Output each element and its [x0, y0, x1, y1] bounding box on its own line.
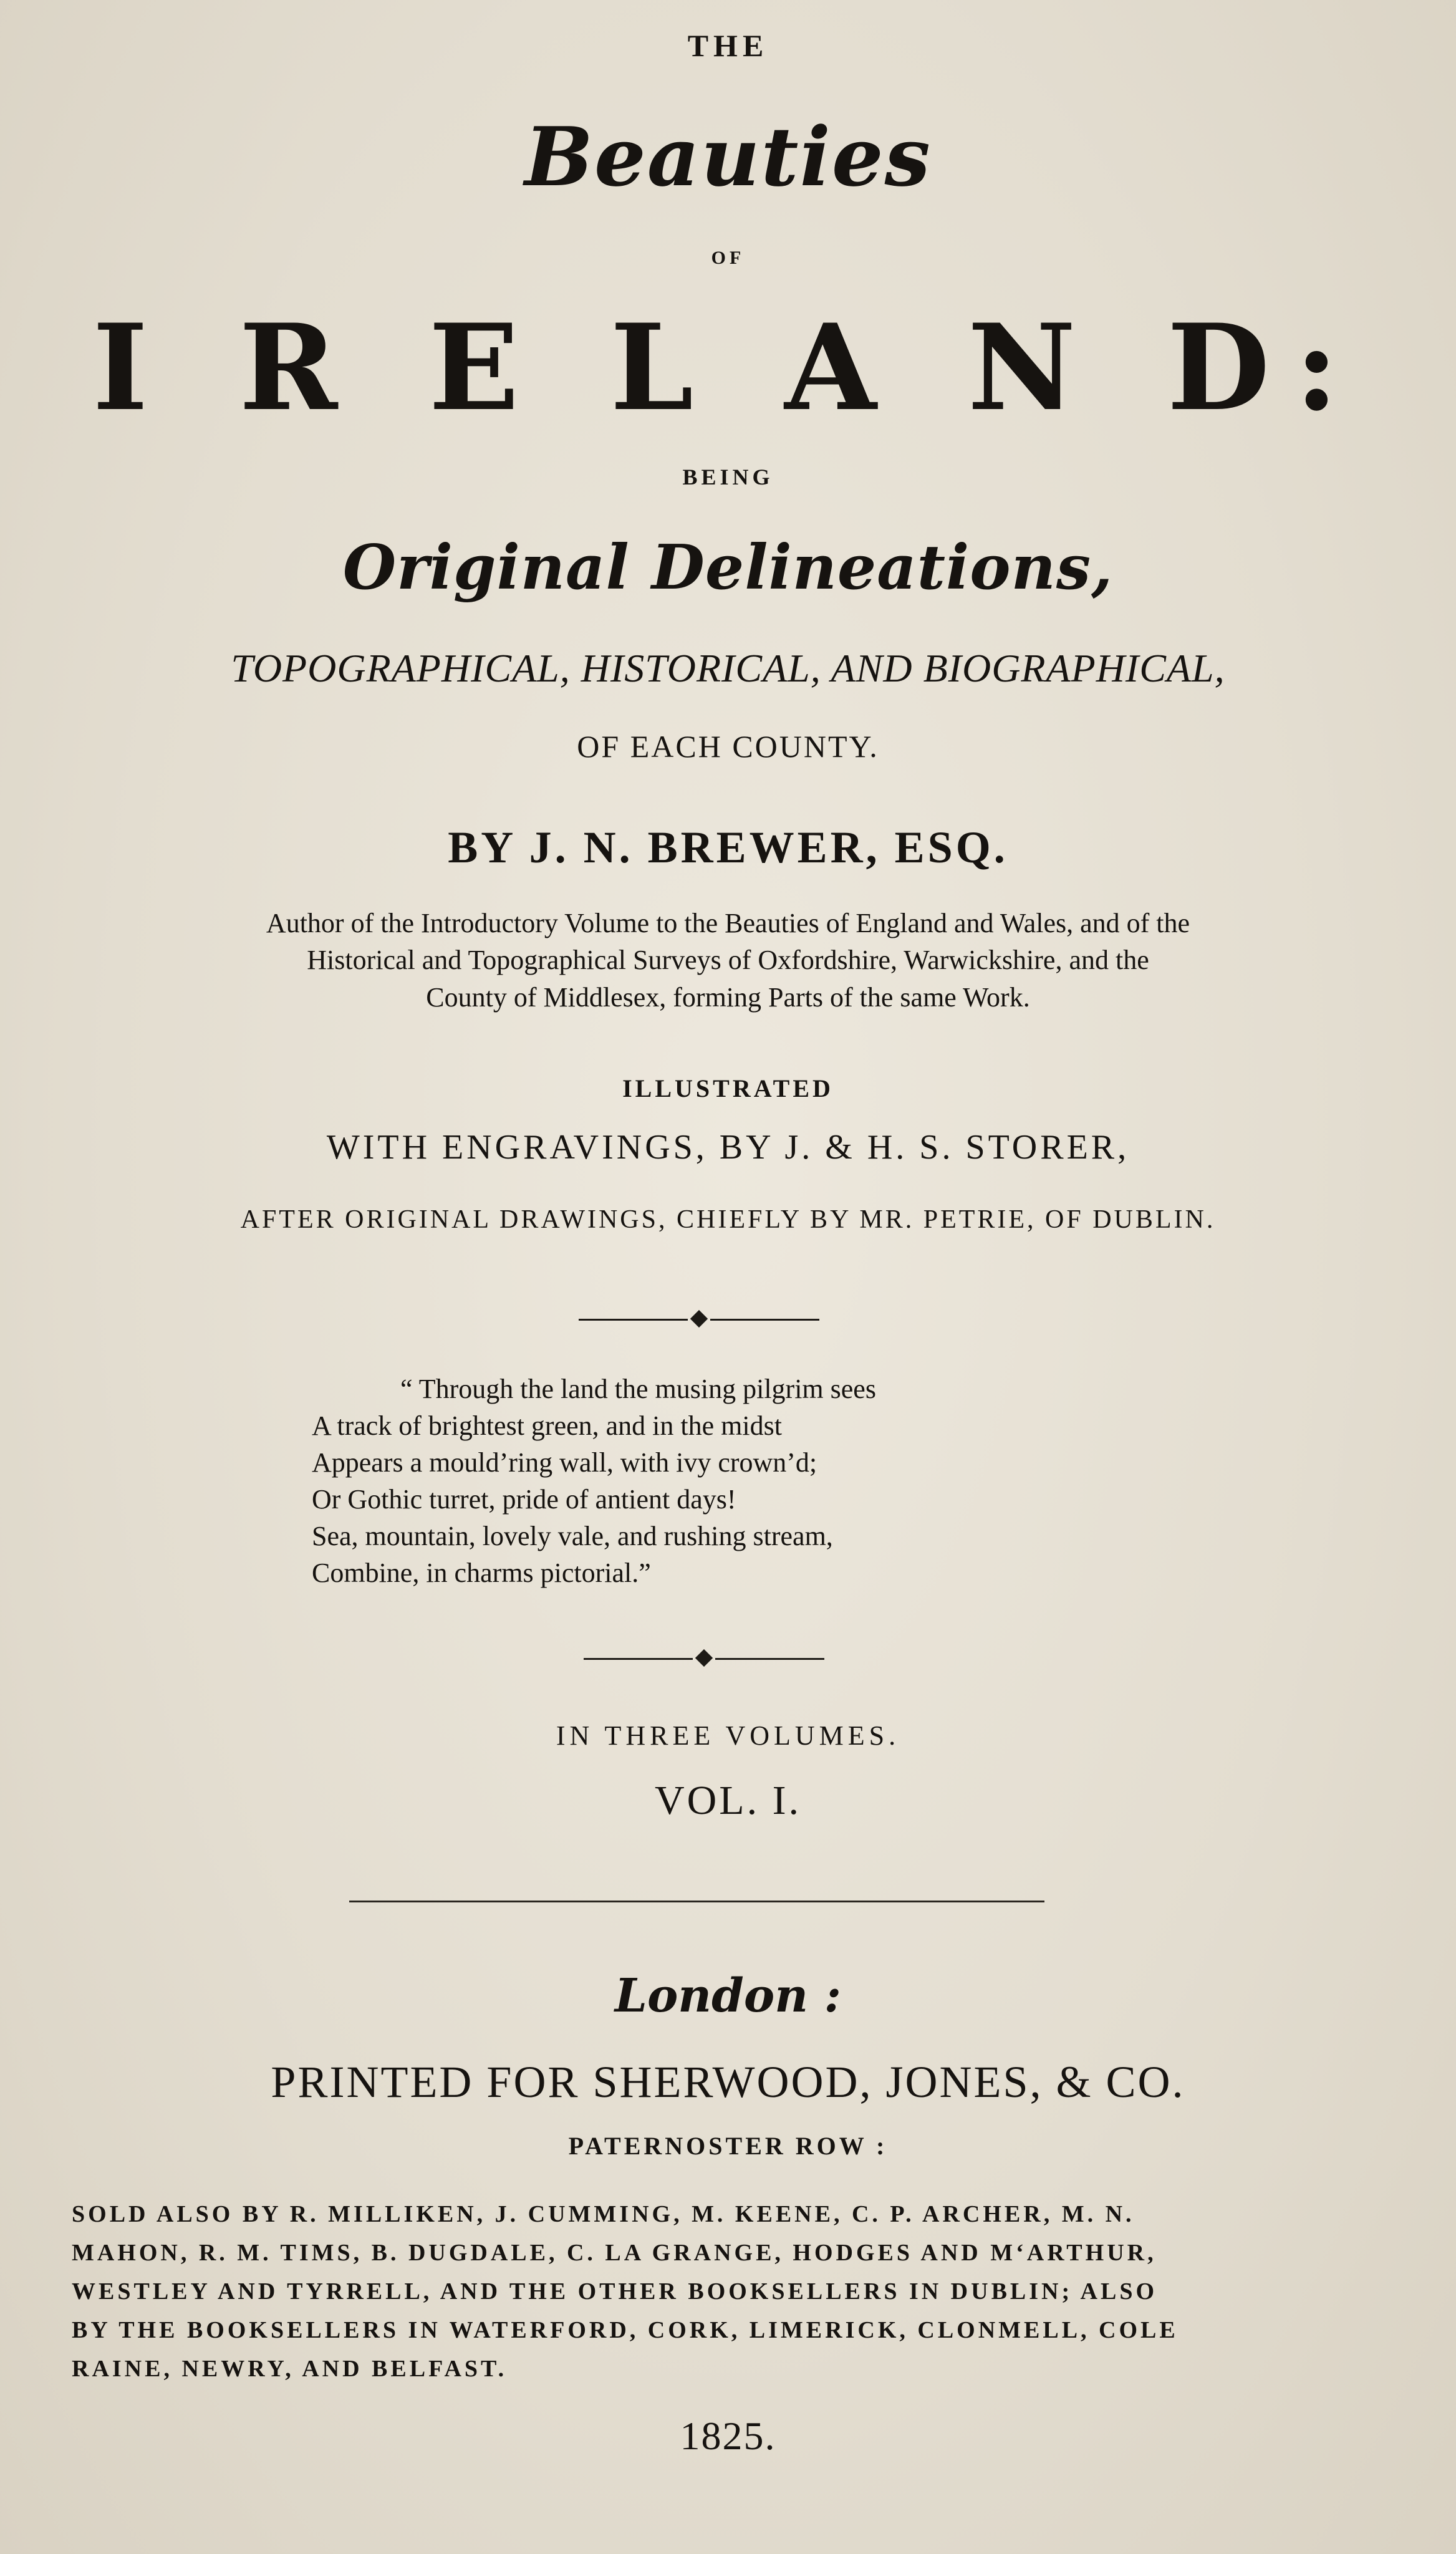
- sold-also-line-2: MAHON, R. M. TIMS, B. DUGDALE, C. LA GRANGE, HODGES AND M‘ARTHUR,: [72, 2240, 1157, 2266]
- topographical-line: TOPOGRAPHICAL, HISTORICAL, AND BIOGRAPHICAL,: [231, 646, 1225, 690]
- each-county-line: OF EACH COUNTY.: [577, 729, 879, 764]
- sold-also-paragraph: [72, 2195, 1369, 2388]
- paternoster-line: PATERNOSTER ROW :: [568, 2132, 888, 2160]
- volumes-line: IN THREE VOLUMES.: [556, 1720, 900, 1751]
- beauties-heading: Beauties: [524, 109, 932, 205]
- sold-also-line-4: BY THE BOOKSELLERS IN WATERFORD, CORK, LIMERICK, CLONMELL, COLE: [72, 2317, 1179, 2343]
- sold-also-line-3: WESTLEY AND TYRRELL, AND THE OTHER BOOKSELLERS IN DUBLIN; ALSO: [72, 2278, 1158, 2305]
- author-line: BY J. N. BREWER, ESQ.: [448, 822, 1008, 872]
- epigraph-line-3: Appears a mould’ring wall, with ivy crown’d;: [312, 1447, 817, 1478]
- epigraph-line-5: Sea, mountain, lovely vale, and rushing stream,: [312, 1521, 833, 1551]
- epigraph-line-4: Or Gothic turret, pride of antient days!: [312, 1484, 736, 1515]
- ireland-heading: I R E L A N D:: [92, 298, 1364, 437]
- epigraph-line-6: Combine, in charms pictorial.”: [312, 1558, 651, 1588]
- london-line: London :: [614, 1969, 842, 2023]
- the-heading: THE: [687, 28, 769, 63]
- epigraph-line-2: A track of brightest green, and in the midst: [312, 1410, 782, 1441]
- drawings-line: AFTER ORIGINAL DRAWINGS, CHIEFLY BY MR. PETRIE, OF DUBLIN.: [240, 1205, 1216, 1234]
- ornamental-rule-bottom: [584, 1649, 824, 1668]
- epigraph-line-1: “ Through the land the musing pilgrim sees: [400, 1374, 876, 1404]
- author-credit-line-1: Author of the Introductory Volume to the Beauties of England and Wales, and of the: [266, 908, 1190, 938]
- sold-also-line-5: RAINE, NEWRY, AND BELFAST.: [72, 2356, 508, 2382]
- ornamental-rule-top: [579, 1310, 819, 1329]
- of-heading: OF: [711, 248, 745, 268]
- volume-number: VOL. I.: [654, 1778, 802, 1823]
- printed-for-line: PRINTED FOR SHERWOOD, JONES, & CO.: [271, 2057, 1185, 2107]
- author-credit-line-3: County of Middlesex, forming Parts of the same Work.: [426, 982, 1030, 1013]
- epigraph: [312, 1371, 876, 1591]
- horizontal-rule: [349, 1901, 1044, 1902]
- illustrated-line: ILLUSTRATED: [622, 1074, 834, 1102]
- being-heading: BEING: [682, 465, 774, 489]
- year-line: 1825.: [680, 2414, 776, 2458]
- author-credit-line-2: Historical and Topographical Surveys of Oxfordshire, Warwickshire, and the: [307, 945, 1149, 975]
- engravings-line: WITH ENGRAVINGS, BY J. & H. S. STORER,: [326, 1128, 1130, 1167]
- original-delineations-heading: Original Delineations,: [342, 532, 1114, 604]
- sold-also-line-1: SOLD ALSO BY R. MILLIKEN, J. CUMMING, M. KEENE, C. P. ARCHER, M. N.: [72, 2201, 1135, 2227]
